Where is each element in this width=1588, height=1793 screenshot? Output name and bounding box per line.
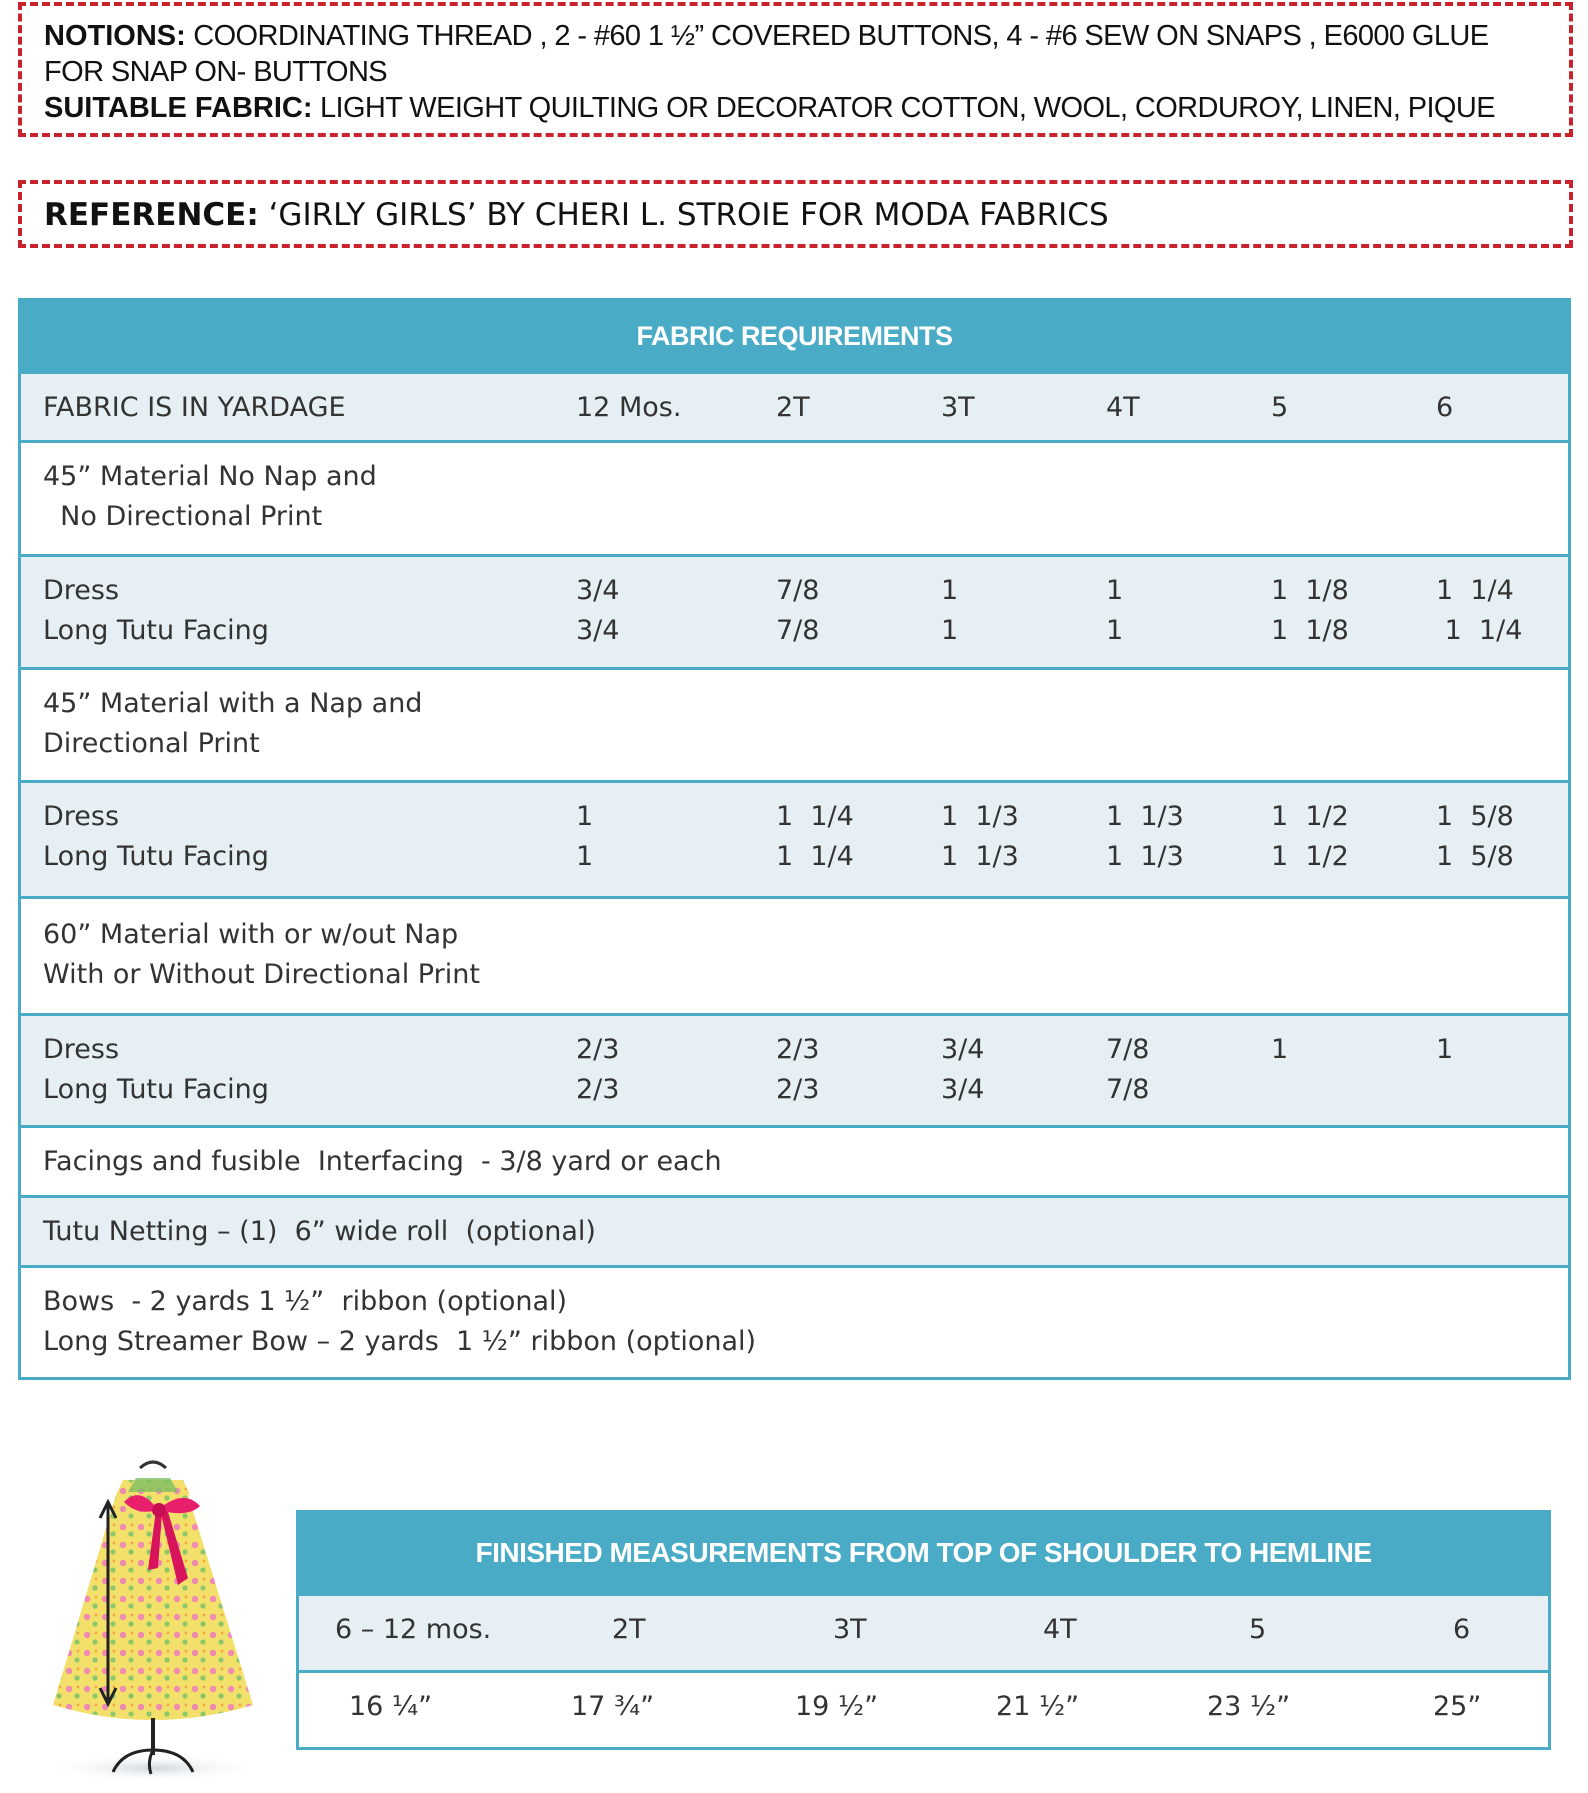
row-label: Long Tutu Facing: [43, 841, 269, 872]
table-cell: 2/3: [776, 1074, 820, 1105]
measurement-cell: 16 ¼”: [349, 1691, 433, 1722]
row-label: Dress: [43, 1034, 120, 1065]
facings-text: Facings and fusible Interfacing - 3/8 yard or each: [43, 1146, 722, 1177]
notions-line-2: FOR SNAP ON- BUTTONS: [44, 56, 388, 88]
section-title-line: Directional Print: [43, 728, 260, 759]
size-cell: 2T: [612, 1614, 646, 1645]
table-cell: 1 1/2: [1271, 801, 1349, 832]
section-title-line: No Directional Print: [43, 501, 323, 532]
header-cell-5: 5: [1271, 392, 1289, 423]
section-title-line: 45” Material with a Nap and: [43, 688, 423, 719]
table-cell: 2/3: [576, 1074, 620, 1105]
section-title-line: With or Without Directional Print: [43, 959, 480, 990]
table-cell: 3/4: [941, 1074, 985, 1105]
table-cell: 3/4: [576, 575, 620, 606]
tutu-netting-text: Tutu Netting – (1) 6” wide roll (optional): [43, 1216, 596, 1247]
table-cell: 7/8: [1106, 1034, 1150, 1065]
table-cell: 7/8: [776, 615, 820, 646]
measurements-title: FINISHED MEASUREMENTS FROM TOP OF SHOULDER TO HEMLINE: [299, 1513, 1548, 1593]
table-cell: 1: [1436, 1034, 1454, 1065]
header-cell-4t: 4T: [1106, 392, 1140, 423]
facings-row: [21, 1125, 1568, 1195]
section-title-line: 60” Material with or w/out Nap: [43, 919, 459, 950]
suitable-fabric-line: [44, 90, 1547, 126]
header-cell-12mos: 12 Mos.: [576, 392, 682, 423]
table-cell: 7/8: [1106, 1074, 1150, 1105]
reference-label: REFERENCE:: [44, 197, 259, 233]
row-label: Long Tutu Facing: [43, 615, 269, 646]
measurement-cell: 21 ½”: [996, 1691, 1080, 1722]
measurement-cell: 23 ½”: [1207, 1691, 1291, 1722]
table-cell: 1 1/3: [941, 841, 1019, 872]
table-cell: 1: [576, 841, 594, 872]
table-cell: 1: [941, 615, 959, 646]
table-cell: 1 1/3: [1106, 801, 1184, 832]
measurements-value-row: [299, 1670, 1548, 1747]
fabric-table-header-row: [21, 371, 1568, 440]
table-cell: 1 1/2: [1271, 841, 1349, 872]
table-cell: 7/8: [776, 575, 820, 606]
table-cell: 1 1/8: [1271, 575, 1349, 606]
notions-box: [18, 2, 1573, 137]
bows-text: Bows - 2 yards 1 ½” ribbon (optional): [43, 1286, 568, 1317]
table-cell: 1: [1271, 1034, 1289, 1065]
table-cell: 1 1/3: [941, 801, 1019, 832]
tutu-netting-row: [21, 1195, 1568, 1265]
row-label: Long Tutu Facing: [43, 1074, 269, 1105]
fabric-requirements-table: [18, 298, 1571, 1380]
table-cell: 3/4: [941, 1034, 985, 1065]
table-row-group: [21, 554, 1568, 667]
size-cell: 3T: [833, 1614, 867, 1645]
measurement-cell: 25”: [1433, 1691, 1482, 1722]
reference-text: ‘GIRLY GIRLS’ BY CHERI L. STROIE FOR MODA FABRICS: [258, 197, 1109, 233]
header-cell-6: 6: [1436, 392, 1454, 423]
size-cell: 6: [1453, 1614, 1471, 1645]
section-45-with-nap: [21, 667, 1568, 780]
measurement-cell: 17 ¾”: [571, 1691, 655, 1722]
table-cell: 1 1/4: [776, 841, 854, 872]
table-cell: 1 1/3: [1106, 841, 1184, 872]
notions-line-1: [44, 18, 1547, 54]
table-cell: 1 1/4: [1436, 615, 1523, 646]
table-cell: 1: [1106, 615, 1124, 646]
suitable-fabric-text: LIGHT WEIGHT QUILTING OR DECORATOR COTTON, WOOL, CORDUROY, LINEN, PIQUE: [312, 92, 1495, 124]
table-row-group: [21, 1013, 1568, 1125]
header-cell-3t: 3T: [941, 392, 975, 423]
table-cell: 1 1/4: [1436, 575, 1514, 606]
table-cell: 2/3: [576, 1034, 620, 1065]
streamer-bow-text: Long Streamer Bow – 2 yards 1 ½” ribbon (optional): [43, 1326, 757, 1357]
section-60-material: [21, 896, 1568, 1013]
measurements-size-row: [299, 1593, 1548, 1670]
table-cell: 1 5/8: [1436, 801, 1514, 832]
header-cell-2t: 2T: [776, 392, 810, 423]
size-cell: 5: [1249, 1614, 1267, 1645]
table-cell: 1: [941, 575, 959, 606]
table-cell: 1 1/8: [1271, 615, 1349, 646]
row-label: Dress: [43, 801, 120, 832]
notions-text: COORDINATING THREAD , 2 - #60 1 ½” COVERED BUTTONS, 4 - #6 SEW ON SNAPS , E6000 GLUE: [185, 20, 1489, 52]
table-cell: 1 5/8: [1436, 841, 1514, 872]
finished-measurements-table: [296, 1510, 1551, 1750]
table-cell: 1: [1106, 575, 1124, 606]
reference-box: [18, 180, 1573, 248]
reference-line: [44, 194, 1547, 236]
table-cell: 1 1/4: [776, 801, 854, 832]
table-row-group: [21, 780, 1568, 896]
table-cell: 3/4: [576, 615, 620, 646]
fabric-table-title: FABRIC REQUIREMENTS: [21, 301, 1568, 371]
section-45-no-nap: [21, 440, 1568, 554]
table-cell: 1: [576, 801, 594, 832]
size-cell: 6 – 12 mos.: [335, 1614, 492, 1645]
row-label: Dress: [43, 575, 120, 606]
size-cell: 4T: [1043, 1614, 1077, 1645]
table-cell: 2/3: [776, 1034, 820, 1065]
measurement-cell: 19 ½”: [795, 1691, 879, 1722]
header-cell-label: FABRIC IS IN YARDAGE: [43, 392, 346, 423]
suitable-fabric-label: SUITABLE FABRIC:: [44, 92, 313, 124]
section-title-line: 45” Material No Nap and: [43, 461, 377, 492]
bows-row: [21, 1265, 1568, 1377]
dress-illustration: [28, 1450, 273, 1785]
notions-label: NOTIONS:: [44, 20, 186, 52]
